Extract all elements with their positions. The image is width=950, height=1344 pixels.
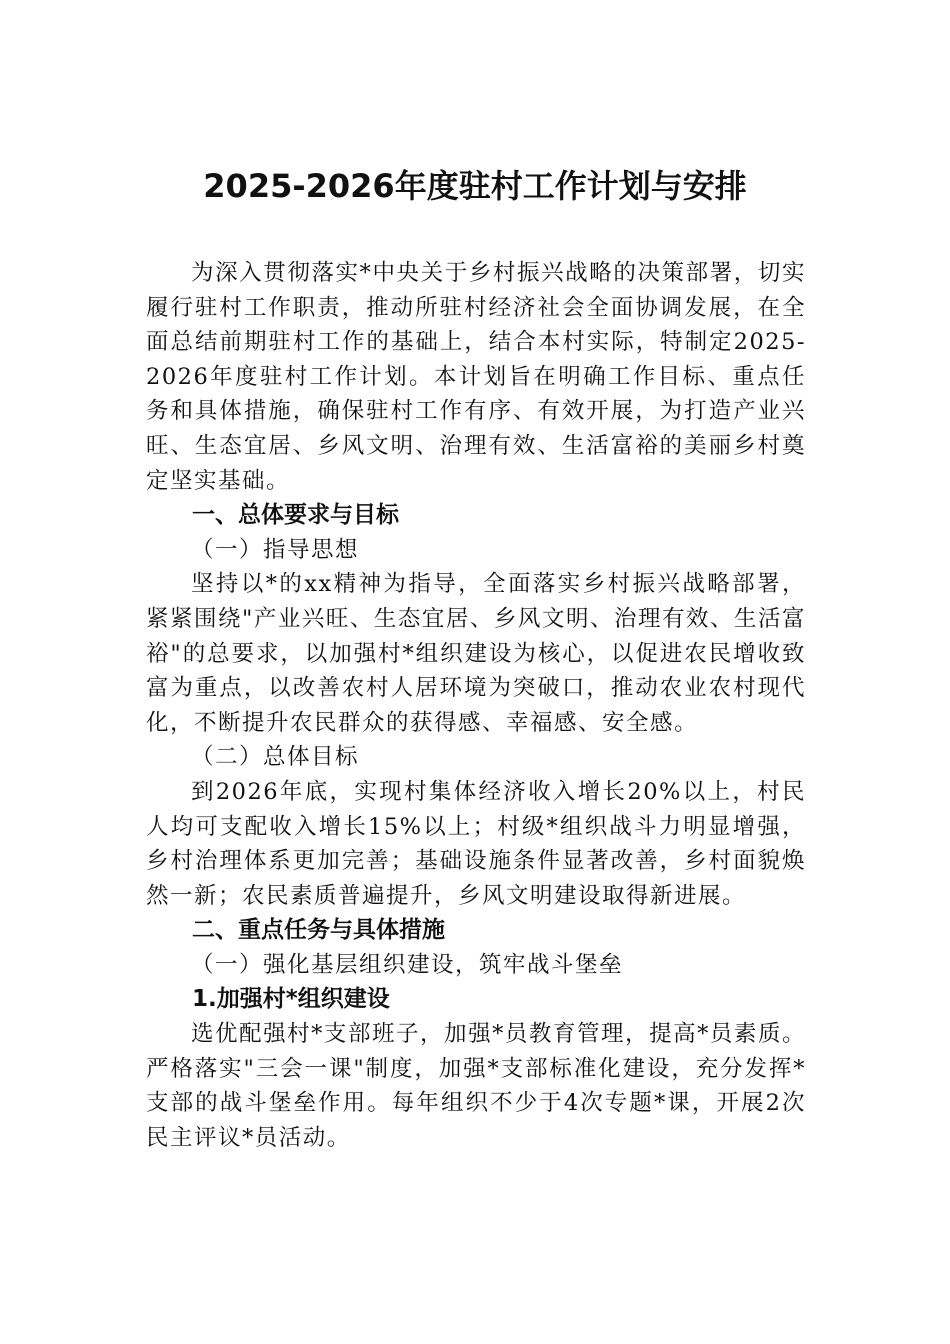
section-heading-general-requirements: 一、总体要求与目标: [192, 502, 399, 529]
intro-paragraph: 为深入贯彻落实*中央关于乡村振兴战略的决策部署，切实履行驻村工作职责，推动所驻村经济社会全面协调发展，在全面总结前期驻村工作的基础上，结合本村实际，特制定2025-2026年度驻村工作计划。本计划旨在明确工作目标、重点任务和具体措施，确保驻村工作有序、有效开展，为打造产业兴旺、生态宜居、乡风文明、治理有效、生活富裕的美丽乡村奠定坚实基础。: [146, 260, 806, 494]
village-organization-paragraph: 选优配强村*支部班子，加强*员教育管理，提高*员素质。严格落实"三会一课"制度，加强*支部标准化建设，充分发挥*支部的战斗堡垒作用。每年组织不少于4次专题*课，开展2次民主评议*员活动。: [146, 1021, 806, 1151]
document-title: 2025-2026年度驻村工作计划与安排: [203, 167, 747, 205]
subsection-heading-grassroots-organization: （一）强化基层组织建设，筑牢战斗堡垒: [191, 951, 624, 978]
overall-goals-paragraph: 到2026年底，实现村集体经济收入增长20%以上，村民人均可支配收入增长15%以上；村级*组织战斗力明显增强，乡村治理体系更加完善；基础设施条件显著改善，乡村面貌焕然一新；农民素质普遍提升，乡风文明建设取得新进展。: [146, 778, 806, 909]
guiding-ideology-paragraph: 坚持以*的xx精神为指导，全面落实乡村振兴战略部署，紧紧围绕"产业兴旺、生态宜居、乡风文明、治理有效、生活富裕"的总要求，以加强村*组织建设为核心，以促进农民增收致富为重点，以改善农村人居环境为突破口，推动农业农村现代化，不断提升农民群众的获得感、幸福感、安全感。: [146, 571, 806, 736]
subsection-heading-guiding-ideology: （一）指导思想: [191, 536, 360, 563]
section-heading-key-tasks: 二、重点任务与具体措施: [192, 917, 445, 944]
item-heading-village-organization: 1.加强村*组织建设: [192, 986, 390, 1013]
subsection-heading-overall-goals: （二）总体目标: [191, 744, 360, 771]
document-body: [146, 256, 806, 1155]
